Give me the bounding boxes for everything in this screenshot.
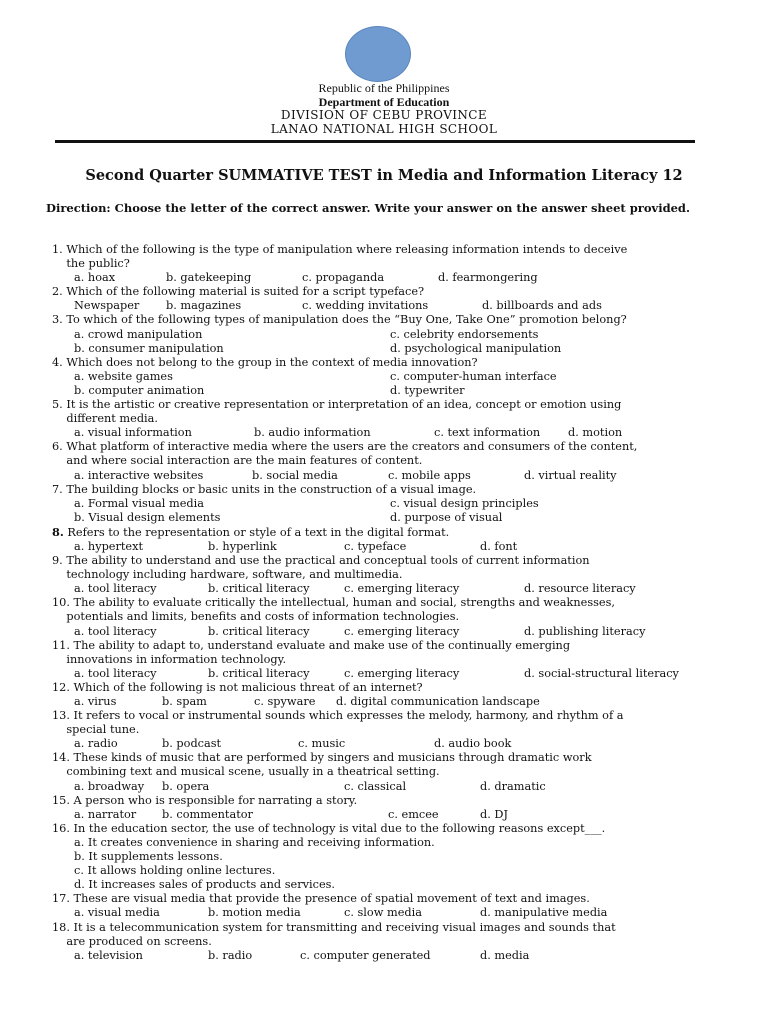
answer-option: d. audio book xyxy=(434,737,512,751)
answer-option: c. text information xyxy=(434,426,541,440)
header-department: Department of Education xyxy=(318,95,450,109)
answer-option: b. motion media xyxy=(208,906,301,920)
option-row xyxy=(52,511,742,525)
question-number: 10. xyxy=(52,596,70,610)
answer-option: b. critical literacy xyxy=(208,582,310,596)
answer-option: a. broadway xyxy=(74,779,145,793)
question-stem xyxy=(52,709,742,737)
answer-option: c. music xyxy=(298,737,346,751)
answer-option: b. hyperlink xyxy=(208,539,277,553)
answer-option: c. wedding invitations xyxy=(302,299,429,313)
question-text: A person who is responsible for narrating a story. xyxy=(69,793,358,807)
answer-option: d. billboards and ads xyxy=(482,299,602,313)
question-stem xyxy=(52,554,742,582)
question-item xyxy=(52,483,742,525)
answer-option: d. resource literacy xyxy=(524,582,636,596)
answer-option: a. radio xyxy=(74,737,118,751)
answer-option: d. DJ xyxy=(480,807,508,821)
question-text: It is a telecommunication system for transmitting and receiving visual images and sounds that are produced on screens. xyxy=(66,920,616,948)
question-number: 2. xyxy=(52,285,63,299)
header-divider xyxy=(55,140,695,143)
question-stem xyxy=(52,356,742,370)
question-number: 17. xyxy=(52,892,70,906)
question-item xyxy=(52,681,742,709)
option-row xyxy=(52,906,742,920)
question-text: Refers to the representation or style of a text in the digital format. xyxy=(63,525,450,539)
answer-option: b. opera xyxy=(162,779,210,793)
question-number: 12. xyxy=(52,680,70,694)
question-text: These are visual media that provide the presence of spatial movement of text and images. xyxy=(69,892,590,906)
option-row xyxy=(52,426,742,440)
question-item xyxy=(52,794,742,822)
answer-option: b. Visual design elements xyxy=(74,510,221,524)
question-item xyxy=(52,892,742,920)
answer-option: c. slow media xyxy=(344,906,422,920)
question-number: 3. xyxy=(52,313,63,327)
question-number: 6. xyxy=(52,440,63,454)
answer-option: d. psychological manipulation xyxy=(390,341,562,355)
answer-option: b. podcast xyxy=(162,737,222,751)
answer-option: b. It supplements lessons. xyxy=(74,850,223,864)
answer-option: c. classical xyxy=(344,779,407,793)
question-text: What platform of interactive media where the users are the creators and consumers of the content, and where social interaction are the main features of content. xyxy=(66,440,638,468)
option-row xyxy=(52,299,742,313)
question-number: 7. xyxy=(52,482,63,496)
question-number: 4. xyxy=(52,355,63,369)
question-text: It refers to vocal or instrumental sounds which expresses the melody, harmony, and rhythm of a special tune. xyxy=(66,709,624,737)
question-item xyxy=(52,243,742,285)
option-row xyxy=(52,342,742,356)
answer-option: d. virtual reality xyxy=(524,468,617,482)
question-stem xyxy=(52,596,742,624)
header-republic: Republic of the Philippines xyxy=(318,81,450,95)
answer-option: a. hypertext xyxy=(74,539,144,553)
question-number: 15. xyxy=(52,793,70,807)
answer-option: a. interactive websites xyxy=(74,468,204,482)
option-row xyxy=(52,540,742,554)
question-item xyxy=(52,554,742,596)
question-item xyxy=(52,398,742,440)
question-text: The ability to adapt to, understand evaluate and make use of the continually emerging innovations in information technology. xyxy=(66,638,571,666)
question-number: 18. xyxy=(52,920,70,934)
question-stem xyxy=(52,892,742,906)
question-number: 16. xyxy=(52,821,70,835)
question-stem xyxy=(52,285,742,299)
answer-option: d. manipulative media xyxy=(480,906,608,920)
question-number: 14. xyxy=(52,751,70,765)
answer-option: c. propaganda xyxy=(302,271,385,285)
option-row xyxy=(52,497,742,511)
answer-option: c. emerging literacy xyxy=(344,582,460,596)
answer-option: c. computer generated xyxy=(300,948,431,962)
answer-option: c. mobile apps xyxy=(388,468,471,482)
answer-option: d. social-structural literacy xyxy=(524,666,679,680)
answer-option: a. tool literacy xyxy=(74,666,157,680)
school-seal-logo xyxy=(345,26,411,82)
question-item xyxy=(52,313,742,355)
answer-option: c. spyware xyxy=(254,695,316,708)
question-item xyxy=(52,709,742,751)
answer-option: b. radio xyxy=(208,948,253,962)
question-number: 5. xyxy=(52,398,63,412)
question-item xyxy=(52,639,742,681)
answer-option: c. celebrity endorsements xyxy=(390,327,539,341)
header-division: DIVISION OF CEBU PROVINCE xyxy=(280,108,488,122)
question-number: 9. xyxy=(52,554,63,568)
question-text: Which of the following material is suited for a script typeface? xyxy=(62,285,425,299)
answer-option: a. narrator xyxy=(74,807,137,821)
option-row xyxy=(52,370,742,384)
answer-option: d. digital communication landscape xyxy=(336,695,540,708)
answer-option: d. purpose of visual xyxy=(390,510,503,524)
option-row xyxy=(52,667,742,681)
answer-option: a. visual media xyxy=(74,906,160,920)
answer-option: d. typewriter xyxy=(390,383,465,397)
question-text: The ability to evaluate critically the intellectual, human and social, strengths and weaknesses, potentials and limits, benefits and costs of information technologies. xyxy=(66,596,615,624)
question-text: Which does not belong to the group in the context of media innovation? xyxy=(62,355,478,369)
question-stem xyxy=(52,243,742,271)
option-row xyxy=(52,949,742,963)
answer-option: a. website games xyxy=(74,369,173,383)
question-text: To which of the following types of manipulation does the “Buy One, Take One” promotion belong? xyxy=(62,313,627,327)
answer-option: b. audio information xyxy=(254,426,371,440)
question-list xyxy=(52,243,742,963)
question-stem xyxy=(52,398,742,426)
question-number: 1. xyxy=(52,243,63,256)
question-item xyxy=(52,525,742,554)
answer-option: b. consumer manipulation xyxy=(74,341,224,355)
question-stem xyxy=(52,921,742,949)
option-row xyxy=(52,695,742,709)
answer-option: b. critical literacy xyxy=(208,666,310,680)
question-stem xyxy=(52,751,742,779)
answer-option: a. television xyxy=(74,948,143,962)
option-row xyxy=(52,808,742,822)
page-title: Second Quarter SUMMATIVE TEST in Media and Information Literacy 12 xyxy=(85,167,683,184)
answer-option: c. emcee xyxy=(388,807,439,821)
question-stem xyxy=(52,313,742,327)
question-text: Which of the following is not malicious threat of an internet? xyxy=(69,680,423,694)
answer-option: d. It increases sales of products and services. xyxy=(74,878,336,892)
question-text: The building blocks or basic units in the construction of a visual image. xyxy=(62,482,477,496)
question-stem xyxy=(52,822,742,836)
answer-option: c. typeface xyxy=(344,539,407,553)
question-stem xyxy=(52,681,742,695)
option-row xyxy=(52,384,742,398)
question-stem xyxy=(52,794,742,808)
answer-option: d. font xyxy=(480,539,518,553)
option-row xyxy=(52,328,742,342)
question-item xyxy=(52,822,742,892)
question-text: It is the artistic or creative representation or interpretation of an idea, concept or emotion using different media. xyxy=(66,398,622,426)
answer-option: Newspaper xyxy=(74,299,140,313)
answer-option: b. spam xyxy=(162,695,207,708)
answer-option: a. Formal visual media xyxy=(74,496,204,510)
question-item xyxy=(52,596,742,638)
answer-option: a. visual information xyxy=(74,426,192,440)
option-row xyxy=(52,625,742,639)
question-item xyxy=(52,440,742,482)
answer-option: b. commentator xyxy=(162,807,253,821)
question-text: These kinds of music that are performed by singers and musicians through dramatic work combining text and musical scene, usually in a theatrical setting. xyxy=(66,751,592,779)
answer-option: a. tool literacy xyxy=(74,624,157,638)
answer-option: d. dramatic xyxy=(480,779,546,793)
question-stem xyxy=(52,440,742,468)
answer-option: a. crowd manipulation xyxy=(74,327,203,341)
answer-option: c. It allows holding online lectures. xyxy=(74,864,276,878)
answer-option: a. hoax xyxy=(74,271,116,285)
answer-option: b. computer animation xyxy=(74,383,205,397)
answer-option: b. gatekeeping xyxy=(166,271,252,285)
question-stem xyxy=(52,639,742,667)
answer-option: c. visual design principles xyxy=(390,496,539,510)
question-text: In the education sector, the use of technology is vital due to the following reasons except___. xyxy=(69,821,606,835)
answer-option: d. motion xyxy=(568,426,623,440)
answer-option: d. publishing literacy xyxy=(524,624,646,638)
answer-option: a. virus xyxy=(74,695,117,708)
answer-option: c. emerging literacy xyxy=(344,666,460,680)
answer-option: d. media xyxy=(480,948,530,962)
question-number: 8. xyxy=(52,524,64,539)
answer-option: b. magazines xyxy=(166,299,242,313)
option-row xyxy=(52,271,742,285)
question-text: The ability to understand and use the practical and conceptual tools of current information technology including hardware, software, and multimedia. xyxy=(66,554,590,582)
answer-option: b. social media xyxy=(252,468,338,482)
direction-text: Direction: Choose the letter of the correct answer. Write your answer on the answer sheet provided. xyxy=(46,201,690,215)
question-item xyxy=(52,285,742,313)
answer-option: c. emerging literacy xyxy=(344,624,460,638)
question-item xyxy=(52,921,742,963)
question-item xyxy=(52,751,742,793)
option-row xyxy=(52,469,742,483)
option-row xyxy=(52,737,742,751)
answer-option: a. tool literacy xyxy=(74,582,157,596)
answer-option: a. It creates convenience in sharing and receiving information. xyxy=(74,835,435,849)
question-text: Which of the following is the type of manipulation where releasing information intends to deceive the public? xyxy=(66,243,628,271)
header-school: LANAO NATIONAL HIGH SCHOOL xyxy=(270,122,498,136)
question-item xyxy=(52,356,742,398)
question-number: 11. xyxy=(52,638,70,652)
answer-option: d. fearmongering xyxy=(438,271,538,285)
option-row xyxy=(52,780,742,794)
question-stem xyxy=(52,483,742,497)
answer-option: c. computer-human interface xyxy=(390,369,557,383)
answer-option: b. critical literacy xyxy=(208,624,310,638)
question-stem xyxy=(52,525,742,540)
question-number: 13. xyxy=(52,709,70,723)
option-row xyxy=(52,582,742,596)
